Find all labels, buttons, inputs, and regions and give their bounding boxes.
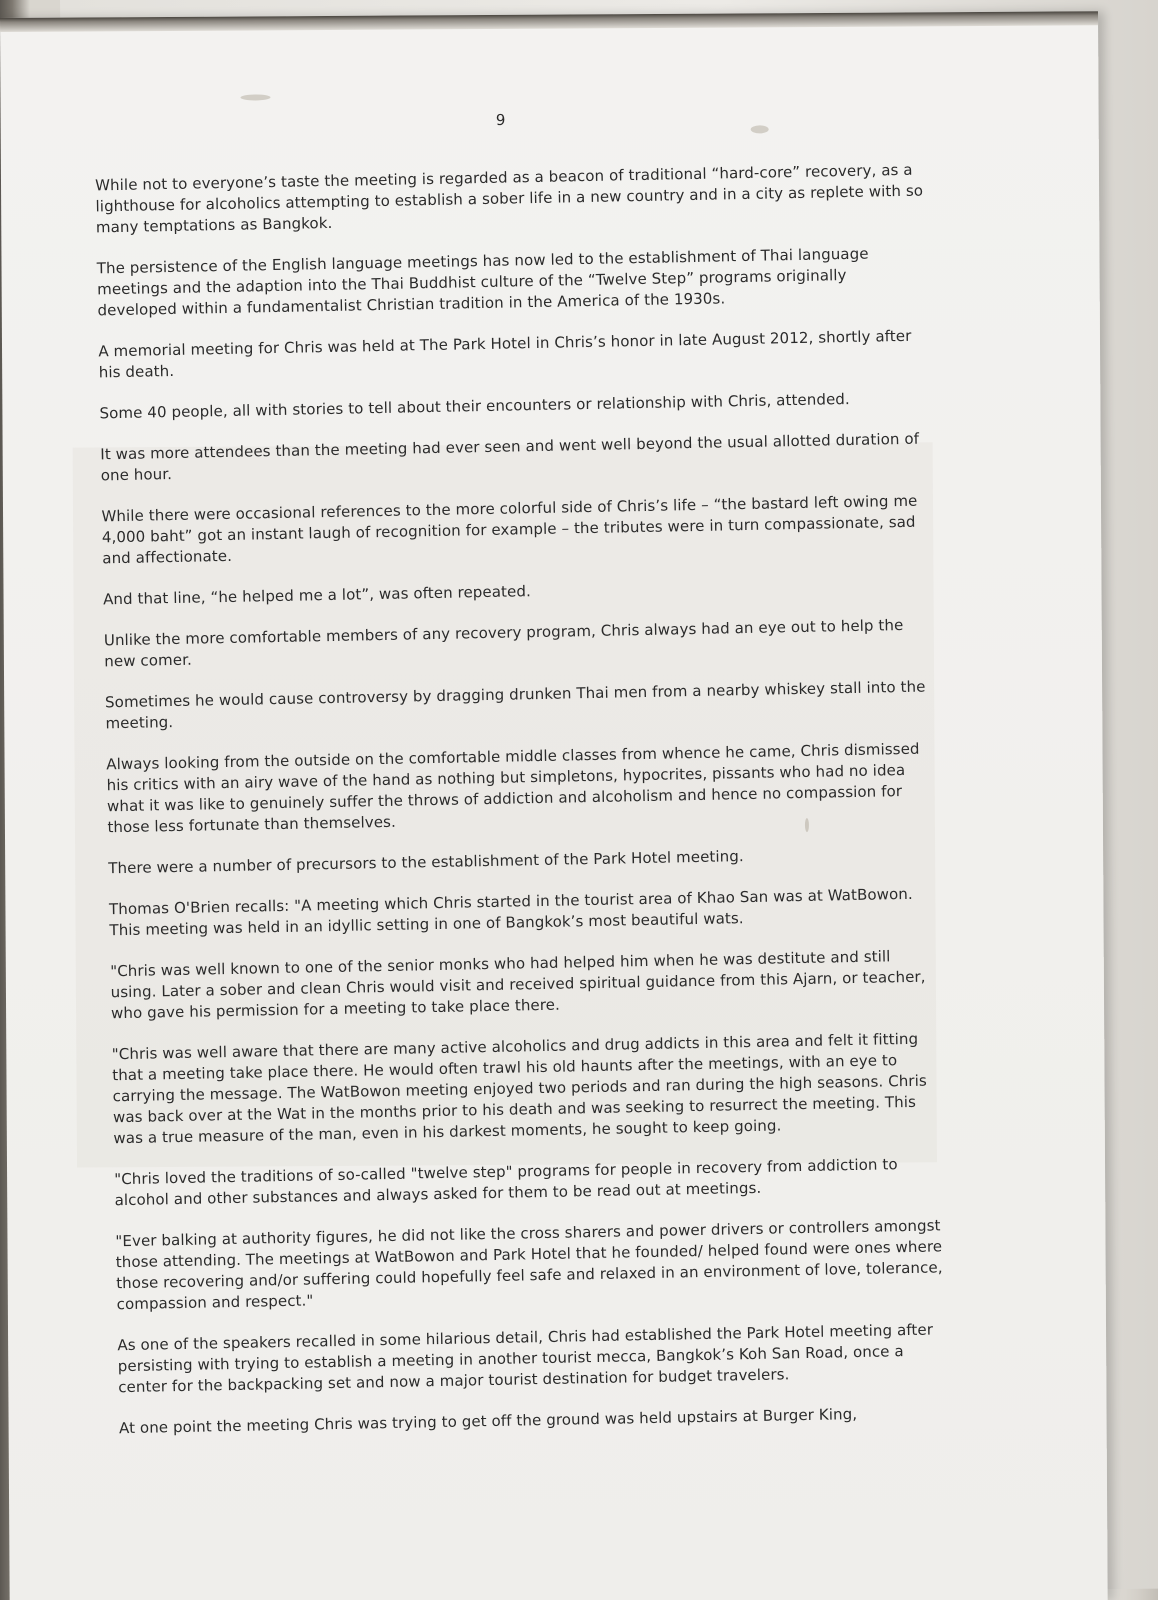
paragraph: While not to everyone’s taste the meeting is regarded as a beacon of traditional “hard-core” recovery, as a lighthouse for alcoholics attempting to establish a sober life in a new country and in a city as replete with so many temptations as Bangkok.	[94, 160, 924, 237]
page-number: 9	[495, 110, 506, 129]
paragraph: Sometimes he would cause controversy by dragging drunken Thai men from a nearby whiskey stall into the meeting.	[104, 677, 926, 733]
paragraph: Some 40 people, all with stories to tell about their encounters or relationship with Chris, attended.	[99, 389, 851, 423]
paragraph: As one of the speakers recalled in some hilarious detail, Chris had established the Park Hotel meeting after persisting with trying to establish a meeting in another tourist mecca, Bangkok’s Koh San Road, once a center for the backpacking set and now a major tourist destination for budget travelers.	[117, 1320, 934, 1397]
paragraph: Always looking from the outside on the comfortable middle classes from whence he came, Chris dismissed his critics with an airy wave of the hand as nothing but simpletons, hypocrites, pissants who had no idea what it was like to genuinely suffer the throws of addiction and alcoholism and hence no compassion for those less fortunate than themselves.	[106, 739, 920, 837]
paragraph: A memorial meeting for Chris was held at The Park Hotel in Chris’s honor in late August 2012, shortly after his death.	[98, 326, 912, 382]
document-page	[0, 11, 1108, 1600]
paragraph: "Ever balking at authority figures, he did not like the cross sharers and power drivers or controllers amongst those attending. The meetings at WatBowon and Park Hotel that he founded/ helped found were ones where those recovering and/or suffering could hopefully feel safe and relaxed in an environment of love, tolerance, compassion and respect."	[115, 1216, 943, 1314]
paragraph: The persistence of the English language meetings has now led to the establishment of Thai language meetings and the adaption into the Thai Buddhist culture of the “Twelve Step” programs originally developed within a fundamentalist Christian tradition in the America of the 1930s.	[96, 244, 869, 320]
paragraph: And that line, “he helped me a lot”, was often repeated.	[102, 582, 532, 609]
paragraph: Unlike the more comfortable members of any recovery program, Chris always had an eye out to help the new comer.	[103, 615, 904, 671]
paper-speck	[240, 94, 270, 100]
paragraph: There were a number of precursors to the establishment of the Park Hotel meeting.	[108, 847, 744, 878]
paragraph: While there were occasional references to the more colorful side of Chris’s life – “the bastard left owing me 4,000 baht” got an instant laugh of recognition for example – the tributes were in turn compassionate, sad and affectionate.	[101, 491, 918, 568]
article-body	[95, 159, 949, 1459]
paragraph: "Chris was well aware that there are many active alcoholics and drug addicts in this area and felt it fitting that a meeting take place there. He would often trawl his old haunts after the meetings, with an eye to carrying the message. The WatBowon meeting enjoyed two periods and ran during the high seasons. Chris was back over at the Wat in the months prior to his death and was seeking to resurrect the meeting. This was a true measure of the man, even in his darkest moments, he sought to keep going.	[111, 1029, 927, 1148]
paragraph: It was more attendees than the meeting had ever seen and went well beyond the usual allotted duration of one hour.	[100, 429, 920, 485]
paragraph: At one point the meeting Chris was trying to get off the ground was held upstairs at Burger King,	[118, 1405, 858, 1438]
paragraph: "Chris was well known to one of the senior monks who had helped him when he was destitute and still using. Later a sober and clean Chris would visit and received spiritual guidance from this Ajarn, or teacher, who gave his permission for a meeting to take place there.	[110, 947, 926, 1023]
paragraph: Thomas O'Brien recalls: "A meeting which Chris started in the tourist area of Khao San was at WatBowon. This meeting was held in an idyllic setting in one of Bangkok’s most beautiful wats.	[108, 884, 913, 940]
paragraph: "Chris loved the traditions of so-called "twelve step" programs for people in recovery from addiction to alcohol and other substances and always asked for them to be read out at meetings.	[114, 1155, 898, 1210]
